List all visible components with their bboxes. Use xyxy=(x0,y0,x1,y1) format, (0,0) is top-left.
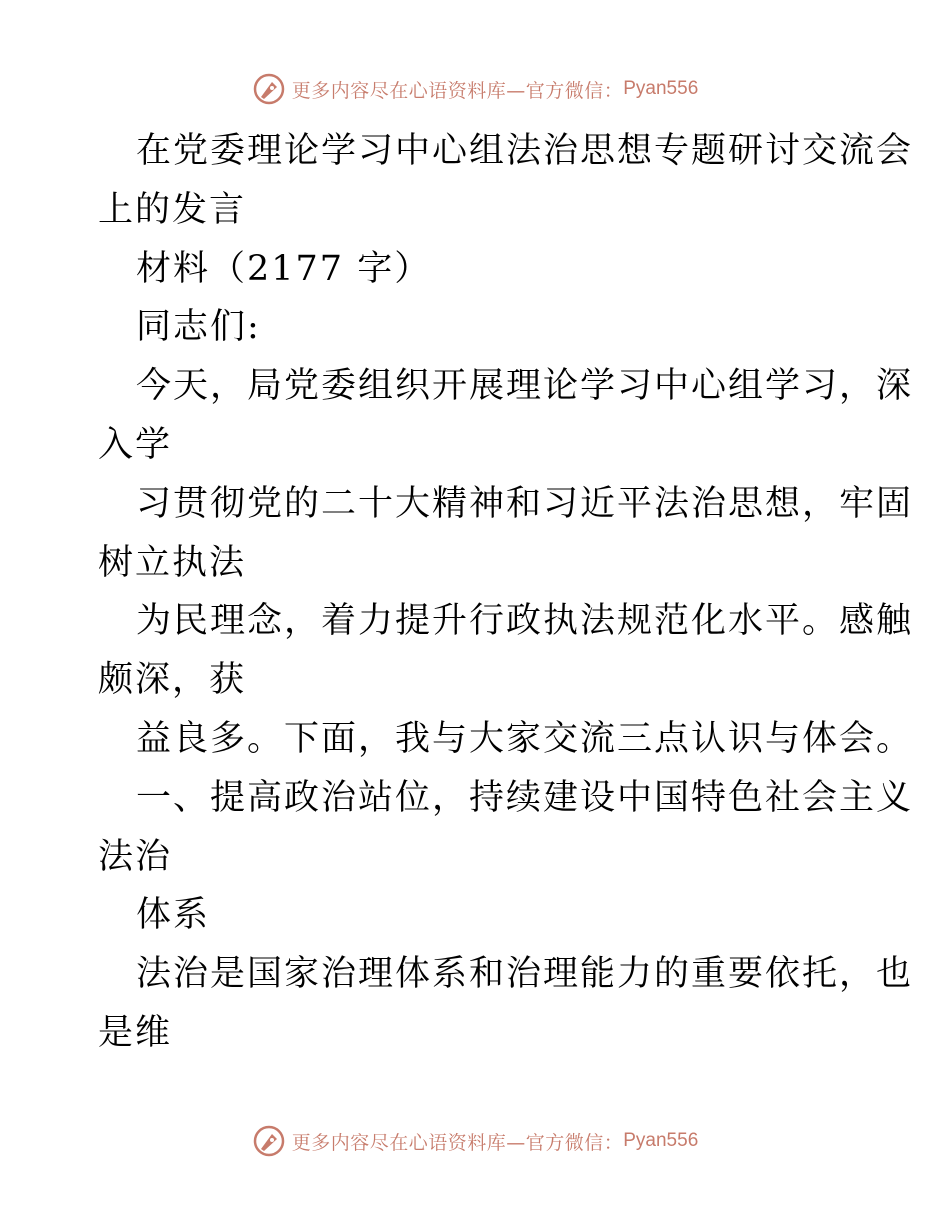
text-line: 材料（2177 字） xyxy=(136,248,432,289)
text-line: 在党委理论学习中心组法治思想专题研讨交流会 xyxy=(136,131,914,171)
text-line: 入学 xyxy=(98,424,173,465)
text-line: 法治 xyxy=(98,836,173,877)
text-line: 习贯彻党的二十大精神和习近平法治思想，牢固 xyxy=(136,483,914,524)
header-watermark xyxy=(0,72,950,106)
text-line: 树立执法 xyxy=(98,542,247,583)
pen-nib-logo-icon xyxy=(252,1124,286,1158)
text-line: 同志们: xyxy=(136,307,261,348)
footer-watermark xyxy=(0,1124,950,1158)
text-line: 是维 xyxy=(98,1012,173,1053)
watermark-text: 更多内容尽在心语资料库—官方微信： xyxy=(291,79,624,102)
watermark-wechat-id: Pyan556 xyxy=(623,1130,699,1151)
text-line: 上的发言 xyxy=(98,189,247,230)
watermark-text: 更多内容尽在心语资料库—官方微信： xyxy=(291,1131,624,1154)
text-line: 为民理念，着力提升行政执法规范化水平。感触 xyxy=(136,601,914,642)
text-line: 体系 xyxy=(136,895,211,936)
text-line: 今天，局党委组织开展理论学习中心组学习，深 xyxy=(136,366,914,407)
text-line: 益良多。下面，我与大家交流三点认识与体会。 xyxy=(136,718,914,759)
document-body xyxy=(98,122,914,1063)
text-line: 一、提高政治站位，持续建设中国特色社会主义 xyxy=(136,777,914,818)
text-line: 颇深，获 xyxy=(98,660,247,701)
watermark-wechat-id: Pyan556 xyxy=(623,78,699,99)
pen-nib-logo-icon xyxy=(252,72,286,106)
text-line: 法治是国家治理体系和治理能力的重要依托，也 xyxy=(136,954,914,995)
